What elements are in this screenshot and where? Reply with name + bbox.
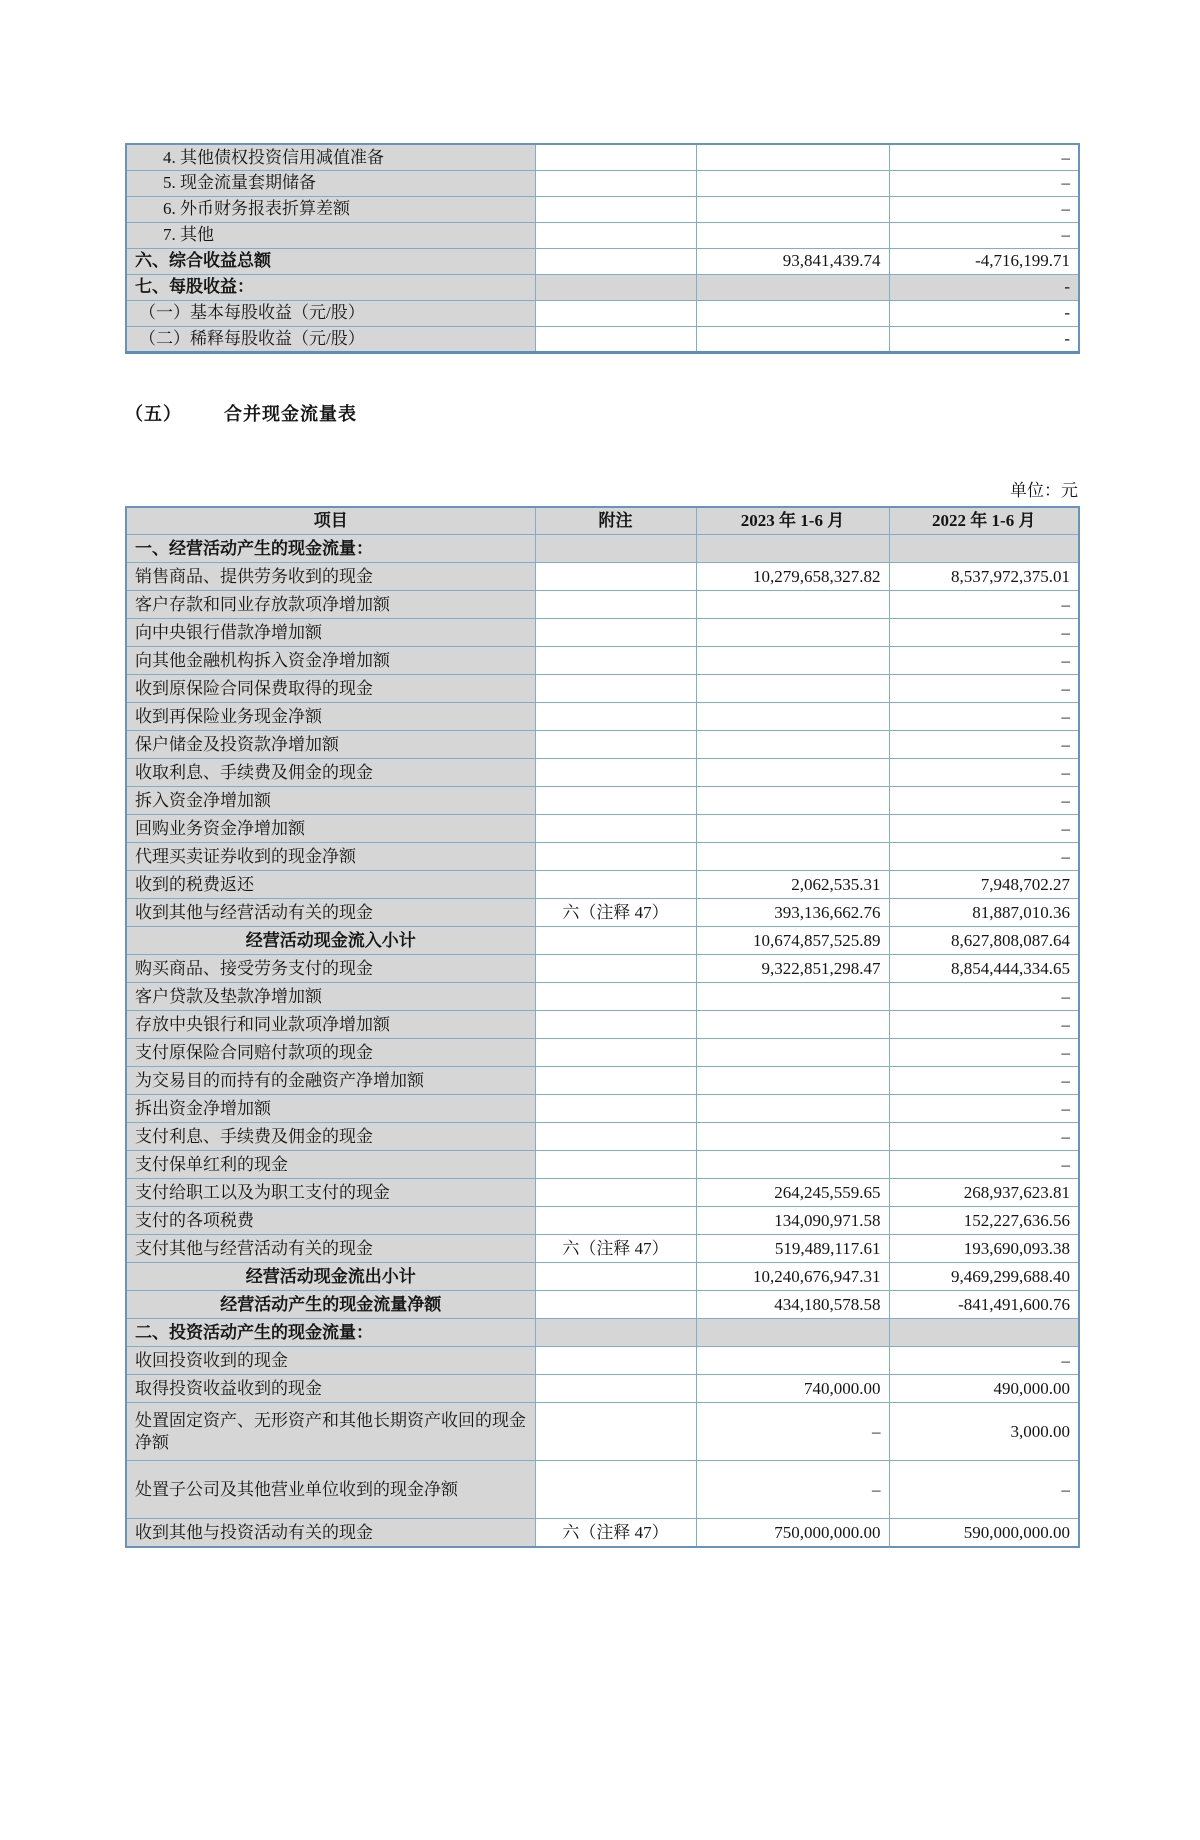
note-cell xyxy=(535,703,696,731)
table-row xyxy=(126,248,1079,274)
value-2022: – xyxy=(889,619,1079,647)
value-2023 xyxy=(696,1011,889,1039)
table-row xyxy=(126,222,1079,248)
note-cell xyxy=(535,1207,696,1235)
note-cell xyxy=(535,1375,696,1403)
value-2022: - xyxy=(889,326,1079,352)
row-label: 支付的各项税费 xyxy=(126,1207,535,1235)
note-cell xyxy=(535,1347,696,1375)
note-cell xyxy=(535,815,696,843)
value-2022: 268,937,623.81 xyxy=(889,1179,1079,1207)
row-label: 购买商品、接受劳务支付的现金 xyxy=(126,955,535,983)
value-2023 xyxy=(696,759,889,787)
note-cell xyxy=(535,675,696,703)
value-2023 xyxy=(696,675,889,703)
comprehensive-income-table xyxy=(125,143,1080,354)
note-cell xyxy=(535,591,696,619)
table-row xyxy=(126,1519,1079,1547)
note-cell xyxy=(535,1123,696,1151)
row-label: 为交易目的而持有的金融资产净增加额 xyxy=(126,1067,535,1095)
value-2023 xyxy=(696,619,889,647)
table-row xyxy=(126,196,1079,222)
note-cell xyxy=(535,871,696,899)
value-2022: – xyxy=(889,703,1079,731)
row-label: 收取利息、手续费及佣金的现金 xyxy=(126,759,535,787)
header-2022: 2022 年 1-6 月 xyxy=(889,507,1079,535)
table-row xyxy=(126,1263,1079,1291)
note-cell xyxy=(535,274,696,300)
row-label: 4. 其他债权投资信用减值准备 xyxy=(126,144,535,170)
note-cell xyxy=(535,1403,696,1461)
section-name: 合并现金流量表 xyxy=(224,403,357,424)
row-label: 存放中央银行和同业款项净增加额 xyxy=(126,1011,535,1039)
value-2022: – xyxy=(889,1095,1079,1123)
value-2023: 10,279,658,327.82 xyxy=(696,563,889,591)
value-2022: – xyxy=(889,759,1079,787)
note-cell xyxy=(535,170,696,196)
note-cell xyxy=(535,1319,696,1347)
value-2022: – xyxy=(889,196,1079,222)
value-2023 xyxy=(696,591,889,619)
value-2022: – xyxy=(889,675,1079,703)
table-row xyxy=(126,326,1079,352)
value-2022: 490,000.00 xyxy=(889,1375,1079,1403)
value-2023 xyxy=(696,196,889,222)
value-2023: 10,240,676,947.31 xyxy=(696,1263,889,1291)
table-row xyxy=(126,1347,1079,1375)
value-2023 xyxy=(696,535,889,563)
value-2022: – xyxy=(889,222,1079,248)
table-row xyxy=(126,703,1079,731)
value-2023: – xyxy=(696,1461,889,1519)
table-row xyxy=(126,1011,1079,1039)
value-2023: – xyxy=(696,1403,889,1461)
table-row xyxy=(126,675,1079,703)
note-cell xyxy=(535,843,696,871)
note-cell xyxy=(535,535,696,563)
table-row xyxy=(126,871,1079,899)
value-2023: 9,322,851,298.47 xyxy=(696,955,889,983)
value-2023 xyxy=(696,170,889,196)
note-cell xyxy=(535,1067,696,1095)
table-row xyxy=(126,1207,1079,1235)
note-cell xyxy=(535,731,696,759)
table-row xyxy=(126,815,1079,843)
table-row xyxy=(126,170,1079,196)
row-label: 回购业务资金净增加额 xyxy=(126,815,535,843)
header-row xyxy=(126,507,1079,535)
value-2023: 93,841,439.74 xyxy=(696,248,889,274)
note-cell xyxy=(535,1039,696,1067)
row-label: 拆出资金净增加额 xyxy=(126,1095,535,1123)
value-2023: 519,489,117.61 xyxy=(696,1235,889,1263)
note-cell xyxy=(535,1011,696,1039)
row-label: 收到再保险业务现金净额 xyxy=(126,703,535,731)
value-2022: - xyxy=(889,274,1079,300)
note-cell xyxy=(535,196,696,222)
header-note: 附注 xyxy=(535,507,696,535)
row-label: 保户储金及投资款净增加额 xyxy=(126,731,535,759)
value-2023 xyxy=(696,815,889,843)
note-cell: 六（注释 47） xyxy=(535,899,696,927)
table-row xyxy=(126,1319,1079,1347)
note-cell xyxy=(535,326,696,352)
value-2022: 81,887,010.36 xyxy=(889,899,1079,927)
value-2022: 590,000,000.00 xyxy=(889,1519,1079,1547)
row-label: 六、综合收益总额 xyxy=(126,248,535,274)
value-2022: – xyxy=(889,983,1079,1011)
table-row xyxy=(126,899,1079,927)
table-row xyxy=(126,647,1079,675)
value-2022: – xyxy=(889,170,1079,196)
table-row xyxy=(126,1039,1079,1067)
value-2022: -841,491,600.76 xyxy=(889,1291,1079,1319)
table-row xyxy=(126,1235,1079,1263)
value-2022: – xyxy=(889,731,1079,759)
value-2023 xyxy=(696,731,889,759)
value-2022: 8,627,808,087.64 xyxy=(889,927,1079,955)
header-item: 项目 xyxy=(126,507,535,535)
note-cell xyxy=(535,647,696,675)
row-label: 支付给职工以及为职工支付的现金 xyxy=(126,1179,535,1207)
row-label: 拆入资金净增加额 xyxy=(126,787,535,815)
table-row xyxy=(126,787,1079,815)
note-cell xyxy=(535,983,696,1011)
row-label: 支付保单红利的现金 xyxy=(126,1151,535,1179)
row-label: 处置子公司及其他营业单位收到的现金净额 xyxy=(126,1461,535,1519)
value-2023: 10,674,857,525.89 xyxy=(696,927,889,955)
row-label: 向其他金融机构拆入资金净增加额 xyxy=(126,647,535,675)
note-cell xyxy=(535,248,696,274)
cash-flow-statement-table xyxy=(125,506,1080,1548)
value-2023 xyxy=(696,1151,889,1179)
note-cell xyxy=(535,1291,696,1319)
table-row xyxy=(126,927,1079,955)
note-cell xyxy=(535,955,696,983)
value-2022: – xyxy=(889,815,1079,843)
row-label: 客户存款和同业存放款项净增加额 xyxy=(126,591,535,619)
value-2022: – xyxy=(889,1151,1079,1179)
row-label: 经营活动现金流入小计 xyxy=(126,927,535,955)
value-2023 xyxy=(696,300,889,326)
value-2022: – xyxy=(889,1011,1079,1039)
value-2023 xyxy=(696,222,889,248)
row-label: 收到原保险合同保费取得的现金 xyxy=(126,675,535,703)
table-row xyxy=(126,1151,1079,1179)
row-label: 收到其他与投资活动有关的现金 xyxy=(126,1519,535,1547)
value-2023 xyxy=(696,1095,889,1123)
table-row xyxy=(126,300,1079,326)
value-2023 xyxy=(696,647,889,675)
value-2022: – xyxy=(889,1123,1079,1151)
table-row xyxy=(126,563,1079,591)
table-row xyxy=(126,1067,1079,1095)
value-2022: – xyxy=(889,1347,1079,1375)
note-cell xyxy=(535,563,696,591)
table-row xyxy=(126,1461,1079,1519)
row-label: 经营活动产生的现金流量净额 xyxy=(126,1291,535,1319)
row-label: 二、投资活动产生的现金流量： xyxy=(126,1319,535,1347)
row-label: 向中央银行借款净增加额 xyxy=(126,619,535,647)
value-2022: – xyxy=(889,647,1079,675)
value-2022: - xyxy=(889,300,1079,326)
value-2022: – xyxy=(889,591,1079,619)
value-2023: 264,245,559.65 xyxy=(696,1179,889,1207)
value-2023: 434,180,578.58 xyxy=(696,1291,889,1319)
value-2023 xyxy=(696,274,889,300)
row-label: 取得投资收益收到的现金 xyxy=(126,1375,535,1403)
row-label: 支付原保险合同赔付款项的现金 xyxy=(126,1039,535,1067)
unit-label: 单位：元 xyxy=(1010,480,1078,500)
row-label: 收回投资收到的现金 xyxy=(126,1347,535,1375)
note-cell xyxy=(535,222,696,248)
table-row xyxy=(126,843,1079,871)
value-2022: – xyxy=(889,1067,1079,1095)
value-2023: 740,000.00 xyxy=(696,1375,889,1403)
row-label: 5. 现金流量套期储备 xyxy=(126,170,535,196)
value-2023 xyxy=(696,1123,889,1151)
table-row xyxy=(126,591,1079,619)
row-label: 收到的税费返还 xyxy=(126,871,535,899)
row-label: 6. 外币财务报表折算差额 xyxy=(126,196,535,222)
table-row xyxy=(126,955,1079,983)
header-2023: 2023 年 1-6 月 xyxy=(696,507,889,535)
value-2023 xyxy=(696,843,889,871)
table-row xyxy=(126,535,1079,563)
value-2023: 393,136,662.76 xyxy=(696,899,889,927)
table-row xyxy=(126,1123,1079,1151)
value-2022 xyxy=(889,1319,1079,1347)
value-2023 xyxy=(696,983,889,1011)
note-cell xyxy=(535,300,696,326)
row-label: 代理买卖证券收到的现金净额 xyxy=(126,843,535,871)
row-label: （二）稀释每股收益（元/股） xyxy=(126,326,535,352)
table-row xyxy=(126,274,1079,300)
value-2023 xyxy=(696,1319,889,1347)
value-2022: – xyxy=(889,1461,1079,1519)
row-label: 七、每股收益： xyxy=(126,274,535,300)
note-cell: 六（注释 47） xyxy=(535,1519,696,1547)
row-label: 支付其他与经营活动有关的现金 xyxy=(126,1235,535,1263)
row-label: 经营活动现金流出小计 xyxy=(126,1263,535,1291)
value-2023 xyxy=(696,326,889,352)
section-number: （五） xyxy=(125,403,182,424)
value-2023 xyxy=(696,144,889,170)
value-2022: 152,227,636.56 xyxy=(889,1207,1079,1235)
document-page xyxy=(125,143,1078,1548)
value-2022: 8,537,972,375.01 xyxy=(889,563,1079,591)
table-row xyxy=(126,144,1079,170)
value-2023: 750,000,000.00 xyxy=(696,1519,889,1547)
row-label: 一、经营活动产生的现金流量： xyxy=(126,535,535,563)
value-2023 xyxy=(696,1067,889,1095)
note-cell xyxy=(535,1179,696,1207)
value-2023 xyxy=(696,1347,889,1375)
value-2022: – xyxy=(889,1039,1079,1067)
row-label: 7. 其他 xyxy=(126,222,535,248)
table-row xyxy=(126,1291,1079,1319)
table-row xyxy=(126,983,1079,1011)
note-cell xyxy=(535,1461,696,1519)
note-cell xyxy=(535,759,696,787)
row-label: （一）基本每股收益（元/股） xyxy=(126,300,535,326)
note-cell: 六（注释 47） xyxy=(535,1235,696,1263)
value-2022: -4,716,199.71 xyxy=(889,248,1079,274)
note-cell xyxy=(535,787,696,815)
row-label: 客户贷款及垫款净增加额 xyxy=(126,983,535,1011)
table-row xyxy=(126,1179,1079,1207)
value-2022: 9,469,299,688.40 xyxy=(889,1263,1079,1291)
value-2022: – xyxy=(889,144,1079,170)
value-2022 xyxy=(889,535,1079,563)
table-row xyxy=(126,619,1079,647)
value-2023 xyxy=(696,1039,889,1067)
section-title xyxy=(125,400,1078,426)
value-2022: – xyxy=(889,843,1079,871)
value-2023: 2,062,535.31 xyxy=(696,871,889,899)
value-2022: 8,854,444,334.65 xyxy=(889,955,1079,983)
note-cell xyxy=(535,1151,696,1179)
value-2022: 193,690,093.38 xyxy=(889,1235,1079,1263)
value-2022: 7,948,702.27 xyxy=(889,871,1079,899)
value-2022: 3,000.00 xyxy=(889,1403,1079,1461)
value-2022: – xyxy=(889,787,1079,815)
row-label: 处置固定资产、无形资产和其他长期资产收回的现金净额 xyxy=(126,1403,535,1461)
value-2023 xyxy=(696,787,889,815)
table-row xyxy=(126,759,1079,787)
note-cell xyxy=(535,619,696,647)
note-cell xyxy=(535,1263,696,1291)
table-row xyxy=(126,1095,1079,1123)
table-row xyxy=(126,731,1079,759)
table-row xyxy=(126,1375,1079,1403)
note-cell xyxy=(535,927,696,955)
value-2023: 134,090,971.58 xyxy=(696,1207,889,1235)
note-cell xyxy=(535,1095,696,1123)
table-row xyxy=(126,1403,1079,1461)
row-label: 收到其他与经营活动有关的现金 xyxy=(126,899,535,927)
value-2023 xyxy=(696,703,889,731)
note-cell xyxy=(535,144,696,170)
row-label: 销售商品、提供劳务收到的现金 xyxy=(126,563,535,591)
row-label: 支付利息、手续费及佣金的现金 xyxy=(126,1123,535,1151)
